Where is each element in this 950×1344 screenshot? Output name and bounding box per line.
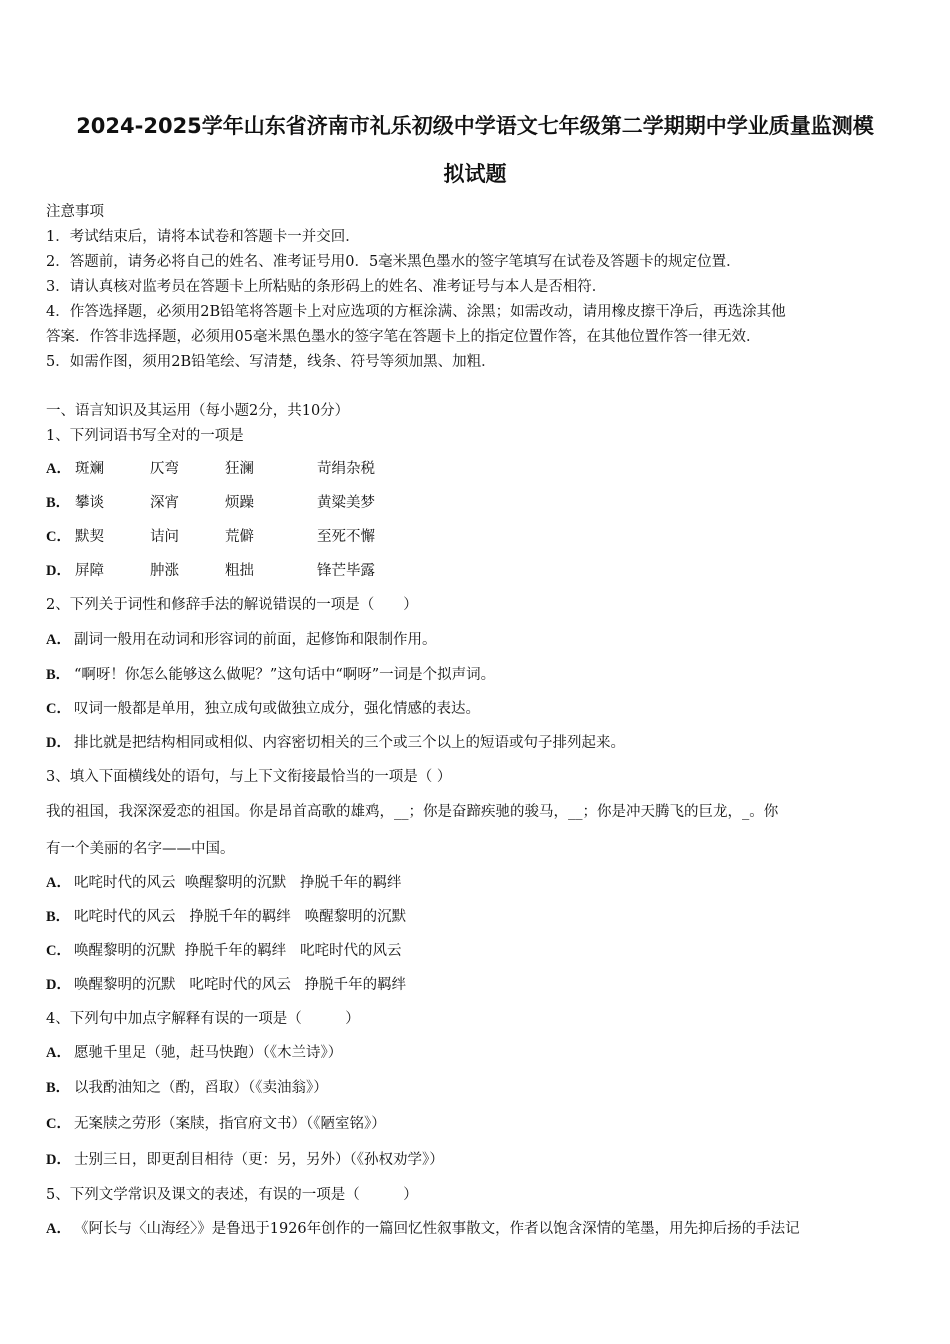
option-label: C． bbox=[46, 701, 71, 717]
q1-c-word: 荒僻 bbox=[225, 529, 254, 545]
q1-c-word: 默契 bbox=[75, 529, 104, 545]
option-label: C． bbox=[46, 1116, 71, 1132]
q4-option-c bbox=[46, 1114, 386, 1134]
notice-item: 4．作答选择题，必须用2B铅笔将答题卡上对应选项的方框涂满、涂黑；如需改动，请用橡皮擦干净后，再选涂其他 bbox=[46, 304, 786, 320]
notice-item: 答案．作答非选择题，必须用05毫米黑色墨水的签字笔在答题卡上的指定位置作答，在其他位置作答一律无效． bbox=[46, 329, 761, 345]
q5-option-a bbox=[46, 1219, 800, 1239]
q1-option-c bbox=[46, 527, 74, 547]
q4-option-a bbox=[46, 1043, 342, 1063]
question-1-stem: 1、下列词语书写全对的一项是 bbox=[46, 428, 244, 444]
q1-d-word: 粗拙 bbox=[225, 563, 254, 579]
q1-a-word: 苛绢杂税 bbox=[317, 461, 375, 477]
q1-d-word: 肿涨 bbox=[150, 563, 179, 579]
q1-d-word: 锋芒毕露 bbox=[317, 563, 375, 579]
q3-option-c bbox=[46, 941, 402, 961]
section-heading: 一、语言知识及其运用（每小题2分，共10分） bbox=[46, 403, 350, 419]
option-text: 叹词一般都是单用，独立成句或做独立成分，强化情感的表达。 bbox=[74, 701, 480, 717]
q2-option-b bbox=[46, 665, 495, 685]
option-label: B． bbox=[46, 909, 71, 925]
question-2-stem: 2、下列关于词性和修辞手法的解说错误的一项是（ ） bbox=[46, 597, 418, 613]
q1-b-word: 烦躁 bbox=[225, 495, 254, 511]
option-label: A． bbox=[46, 461, 71, 477]
notice-item: 3．请认真核对监考员在答题卡上所粘贴的条形码上的姓名、准考证号与本人是否相符． bbox=[46, 279, 607, 295]
q3-option-b bbox=[46, 907, 406, 927]
option-text: 叱咤时代的风云 挣脱千年的羁绊 唤醒黎明的沉默 bbox=[74, 909, 407, 925]
q1-b-word: 黄粱美梦 bbox=[317, 495, 375, 511]
option-text: 以我酌油知之（酌，舀取）（《卖油翁》） bbox=[74, 1080, 328, 1096]
q1-a-word: 仄弯 bbox=[150, 461, 179, 477]
option-label: A． bbox=[46, 1045, 71, 1061]
q1-b-word: 深宵 bbox=[150, 495, 179, 511]
option-text: 士别三日，即更刮目相待（更：另，另外）（《孙权劝学》） bbox=[74, 1152, 444, 1168]
q1-a-word: 狂澜 bbox=[225, 461, 254, 477]
option-text: “啊呀！你怎么能够这么做呢？”这句话中“啊呀”一词是个拟声词。 bbox=[74, 667, 496, 683]
notice-heading: 注意事项 bbox=[46, 204, 104, 220]
option-label: C． bbox=[46, 943, 71, 959]
q1-a-word: 斑斓 bbox=[75, 461, 104, 477]
q1-option-b bbox=[46, 493, 74, 513]
exam-title-line-2: 拟试题 bbox=[443, 162, 507, 186]
option-text: 无案牍之劳形（案牍，指官府文书）（《陋室铭》） bbox=[74, 1116, 386, 1132]
question-4-stem: 4、下列句中加点字解释有误的一项是（ ） bbox=[46, 1011, 360, 1027]
option-label: D． bbox=[46, 977, 71, 993]
question-3-passage: 我的祖国，我深深爱恋的祖国。你是昂首高歌的雄鸡，__；你是奋蹄疾驰的骏马，__；你是冲天腾飞的巨龙，_。你 bbox=[46, 804, 779, 820]
q1-b-word: 攀谈 bbox=[75, 495, 104, 511]
option-text: 叱咤时代的风云 唤醒黎明的沉默 挣脱千年的羁绊 bbox=[74, 875, 402, 891]
q1-option-d bbox=[46, 561, 74, 581]
notice-item: 2．答题前，请务必将自己的姓名、准考证号用0．5毫米黑色墨水的签字笔填写在试卷及答题卡的规定位置． bbox=[46, 254, 741, 270]
q1-c-word: 至死不懈 bbox=[317, 529, 375, 545]
option-label: B． bbox=[46, 1080, 71, 1096]
option-label: A． bbox=[46, 1221, 71, 1237]
exam-title-line-1: 2024-2025学年山东省济南市礼乐初级中学语文七年级第二学期期中学业质量监测模 bbox=[76, 114, 874, 138]
q2-option-d bbox=[46, 733, 625, 753]
question-3-passage: 有一个美丽的名字——中国。 bbox=[46, 841, 235, 857]
option-label: B． bbox=[46, 495, 71, 511]
option-label: D． bbox=[46, 563, 71, 579]
option-text: 唤醒黎明的沉默 叱咤时代的风云 挣脱千年的羁绊 bbox=[74, 977, 407, 993]
question-3-stem: 3、填入下面横线处的语句，与上下文衔接最恰当的一项是（ ） bbox=[46, 769, 452, 785]
question-5-stem: 5、下列文学常识及课文的表述，有误的一项是（ ） bbox=[46, 1187, 418, 1203]
option-label: D． bbox=[46, 1152, 71, 1168]
q2-option-a bbox=[46, 630, 437, 650]
q3-option-d bbox=[46, 975, 406, 995]
option-text: 《阿长与〈山海经〉》是鲁迅于1926年创作的一篇回忆性叙事散文，作者以饱含深情的笔墨，用先抑后扬的手法记 bbox=[74, 1221, 800, 1237]
q1-c-word: 诘问 bbox=[150, 529, 179, 545]
q1-option-a bbox=[46, 459, 74, 479]
option-label: C． bbox=[46, 529, 71, 545]
q4-option-b bbox=[46, 1078, 328, 1098]
notice-item: 5．如需作图，须用2B铅笔绘、写清楚，线条、符号等须加黑、加粗． bbox=[46, 354, 496, 370]
option-label: B． bbox=[46, 667, 71, 683]
option-label: A． bbox=[46, 875, 71, 891]
option-text: 排比就是把结构相同或相似、内容密切相关的三个或三个以上的短语或句子排列起来。 bbox=[74, 735, 625, 751]
notice-item: 1．考试结束后，请将本试卷和答题卡一并交回． bbox=[46, 229, 360, 245]
q4-option-d bbox=[46, 1150, 444, 1170]
option-text: 副词一般用在动词和形容词的前面，起修饰和限制作用。 bbox=[74, 632, 437, 648]
q3-option-a bbox=[46, 873, 402, 893]
option-text: 愿驰千里足（驰，赶马快跑）（《木兰诗》） bbox=[74, 1045, 343, 1061]
option-label: D． bbox=[46, 735, 71, 751]
option-text: 唤醒黎明的沉默 挣脱千年的羁绊 叱咤时代的风云 bbox=[74, 943, 402, 959]
q1-d-word: 屏障 bbox=[75, 563, 104, 579]
option-label: A． bbox=[46, 632, 71, 648]
q2-option-c bbox=[46, 699, 480, 719]
